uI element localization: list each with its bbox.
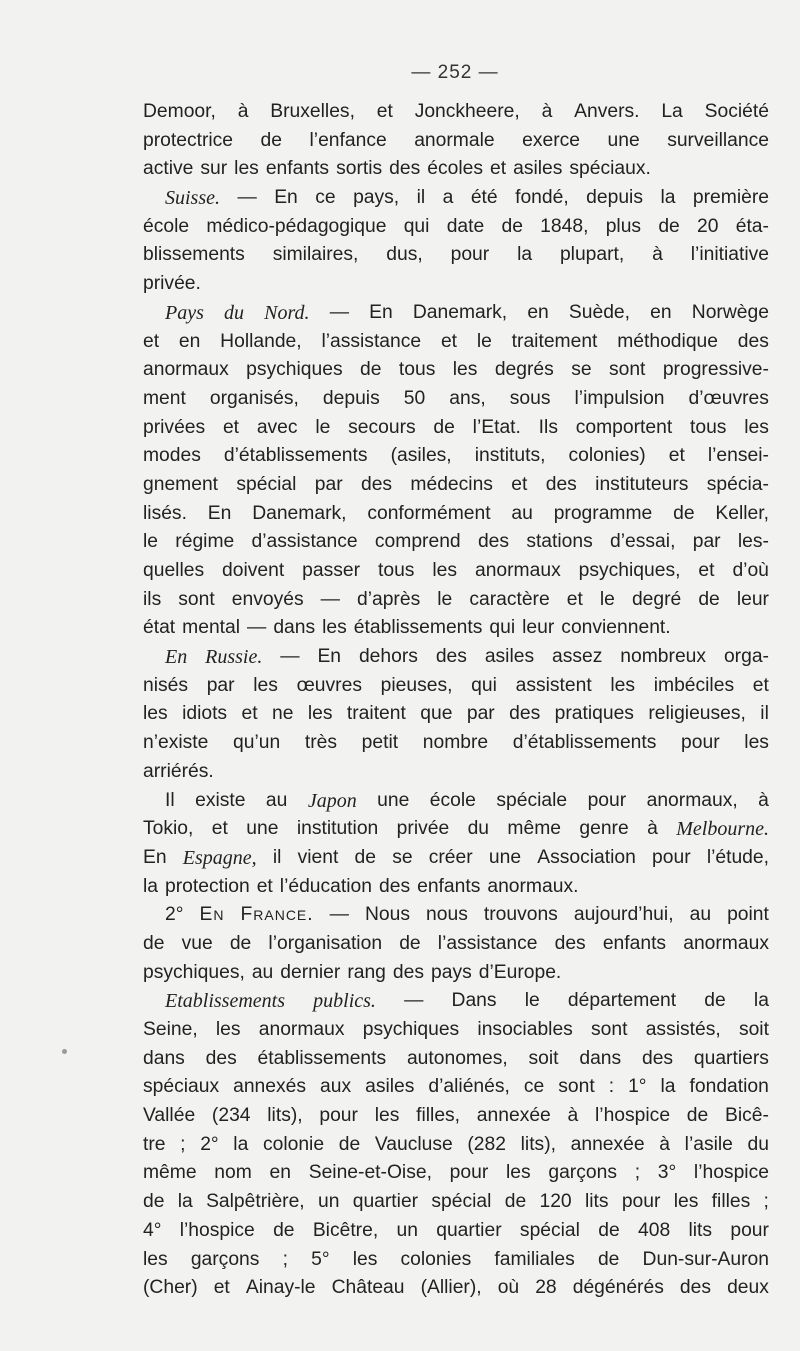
page-number: — 252 — — [411, 62, 499, 83]
text-line: Tokio, et une institution privée du même genre à Melbourne. — [143, 818, 769, 841]
text-line: les garçons ; 5° les colonies familiales de Dun-sur-Auron — [143, 1248, 769, 1270]
text-line: En Russie. — En dehors des asiles assez nombreux orga- — [165, 646, 769, 669]
text-line: nisés par les œuvres pieuses, qui assistent les imbéciles et — [143, 674, 769, 696]
text-line: blissements similaires, dus, pour la plupart, à l’initiative — [143, 244, 769, 266]
text-line: Pays du Nord. — En Danemark, en Suède, en Norwège — [165, 301, 769, 324]
text-line: active sur les enfants sortis des écoles et asiles spéciaux. — [143, 158, 651, 180]
text-line: Il existe au Japon une école spéciale pour anormaux, à — [165, 789, 769, 812]
text-line: ment organisés, depuis 50 ans, sous l’impulsion d’œuvres — [143, 387, 769, 409]
text-line: arriérés. — [143, 760, 214, 782]
text-line: même nom en Seine-et-Oise, pour les garçons ; 3° l’hospice — [143, 1162, 769, 1184]
text-line: 4° l’hospice de Bicêtre, un quartier spécial de 408 lits pour — [143, 1219, 769, 1241]
text-line: Etablissements publics. — Dans le département de la — [165, 990, 769, 1013]
text-line: anormaux psychiques de tous les degrés se sont progressive- — [143, 359, 769, 381]
text-line: quelles doivent passer tous les anormaux psychiques, et d’où — [143, 560, 769, 581]
text-line: Vallée (234 lits), pour les filles, annexée à l’hospice de Bicê- — [143, 1105, 769, 1127]
body-text — [143, 98, 769, 1303]
text-line: ils sont envoyés — d’après le caractère et le degré de leur — [143, 588, 769, 610]
text-line: Seine, les anormaux psychiques insociables sont assistés, soit — [143, 1019, 769, 1040]
text-line: tre ; 2° la colonie de Vaucluse (282 lits), annexée à l’asile du — [143, 1133, 769, 1155]
text-line: école médico-pédagogique qui date de 1848, plus de 20 éta- — [143, 215, 769, 237]
text-line: les idiots et ne les traitent que par des pratiques religieuses, il — [143, 703, 769, 725]
text-line: de vue de l’organisation de l’assistance des enfants anormaux — [143, 932, 769, 954]
text-line: Demoor, à Bruxelles, et Jonckheere, à Anvers. La Société — [143, 101, 769, 122]
text-line: la protection et l’éducation des enfants anormaux. — [143, 875, 579, 897]
text-line: gnement spécial par des médecins et des instituteurs spécia- — [143, 473, 769, 495]
margin-mark — [62, 1049, 67, 1054]
text-line: 2° En France. — Nous nous trouvons aujourd’hui, au point — [165, 904, 769, 926]
text-line: privées et avec le secours de l’Etat. Ils comportent tous les — [143, 416, 769, 438]
text-line: (Cher) et Ainay-le Château (Allier), où 28 dégénérés des deux — [143, 1277, 769, 1299]
text-line: dans des établissements autonomes, soit dans des quartiers — [143, 1047, 769, 1069]
text-line: n’existe qu’un très petit nombre d’établissements pour les — [143, 732, 769, 754]
text-line: modes d’établissements (asiles, instituts, colonies) et l’ensei- — [143, 445, 769, 467]
text-line: privée. — [143, 273, 201, 295]
text-line: spéciaux annexés aux asiles d’aliénés, ce sont : 1° la fondation — [143, 1076, 769, 1098]
text-line: de la Salpêtrière, un quartier spécial de 120 lits pour les filles ; — [143, 1191, 769, 1213]
text-line: le régime d’assistance comprend des stations d’essai, par les- — [143, 531, 769, 553]
text-line: état mental — dans les établissements qui leur conviennent. — [143, 617, 671, 639]
text-line: Suisse. — En ce pays, il a été fondé, depuis la première — [165, 187, 769, 210]
text-line: lisés. En Danemark, conformément au programme de Keller, — [143, 502, 769, 524]
text-line: En Espagne, il vient de se créer une Association pour l’étude, — [143, 846, 769, 869]
text-line: protectrice de l’enfance anormale exerce une surveillance — [143, 129, 769, 151]
text-line: psychiques, au dernier rang des pays d’Europe. — [143, 961, 562, 983]
text-line: et en Hollande, l’assistance et le traitement méthodique des — [143, 330, 769, 352]
